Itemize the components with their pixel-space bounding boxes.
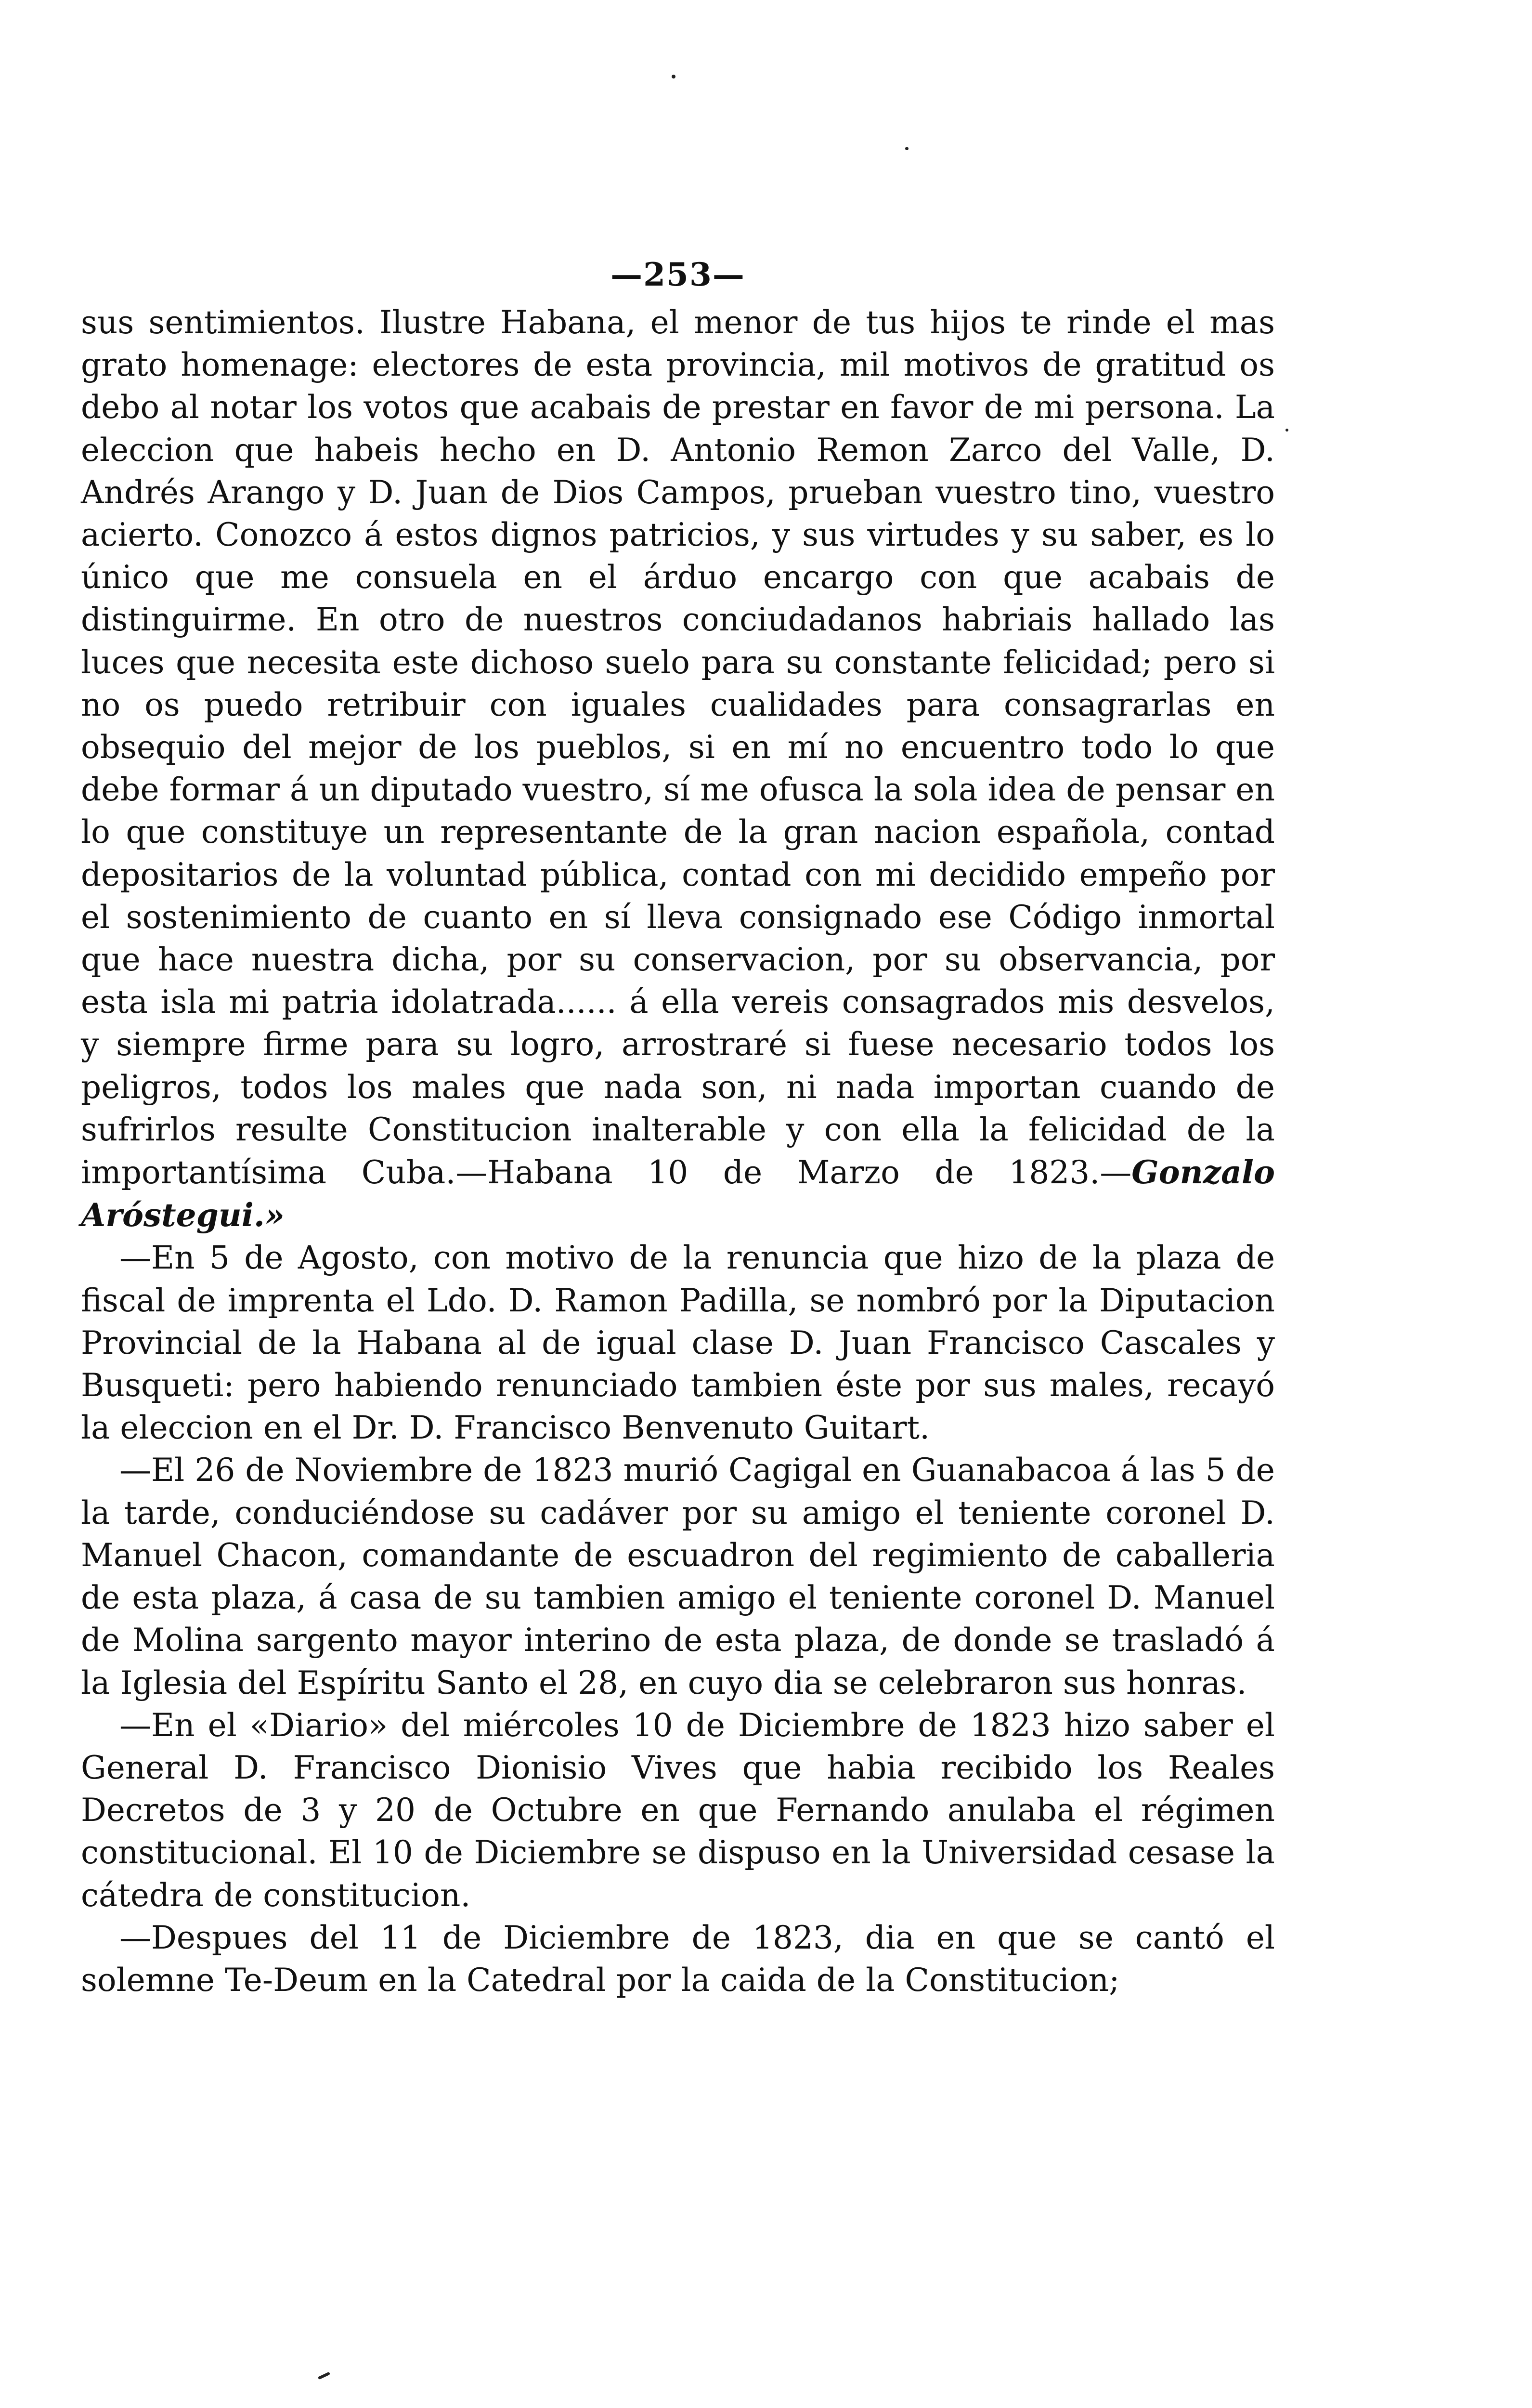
paragraph-cagigal-death: —El 26 de Noviembre de 1823 murió Cagigal en Guanabacoa á las 5 de la tarde, conduciéndose su cadáver por su amigo el teniente coronel D. Manuel Chacon, comandante de escuadron del regimiento de caballeria de esta plaza, á casa de su tambien amigo el teniente coronel D. Manuel de Molina sargento mayor interino de esta plaza, de donde se trasladó á la Iglesia del Espíritu Santo el 28, en cuyo dia se celebraron sus honras. [81,1452,1275,1701]
page-number: —253— [610,256,745,293]
body-text [81,301,1275,2002]
paragraph-te-deum: —Despues del 11 de Diciembre de 1823, dia en que se cantó el solemne Te-Deum en la Catedral por la caida de la Constitucion; [81,1919,1275,1999]
scan-speck [318,2372,330,2380]
scan-speck [905,147,909,150]
paragraph-text: sus sentimientos. Ilustre Habana, el menor de tus hijos te rinde el mas grato homenage: electores de esta provincia, mil motivos de gratitud os debo al notar los votos que acabais de prestar en favor de mi persona. La eleccion que habeis hecho en D. Antonio Remon Zarco del Valle, D. Andrés Arango y D. Juan de Dios Campos, prueban vuestro tino, vuestro acierto. Conozco á estos dignos patricios, y sus virtudes y su saber, es lo único que me consuela en el árduo encargo con que acabais de distinguirme. En otro de nuestros conciudadanos habriais hallado las luces que necesita este dichoso suelo para su constante felicidad; pero si no os puedo retribuir con iguales cualidades para consagrarlas en obsequio del mejor de los pueblos, si en mí no encuentro todo lo que debe formar á un diputado vuestro, sí me ofusca la sola idea de pensar en lo que constituye un representante de la gran nacion española, contad depositarios de la voluntad pública, contad con mi decidido empeño por el sostenimiento de cuanto en sí lleva consignado ese Código inmortal que hace nuestra dicha, por su conservacion, por su observancia, por esta isla mi patria idolatrada...... á ella vereis consagrados mis desvelos, y siempre firme para su logro, arrostraré si fuese necesario todos los peligros, todos los males que nada son, ni nada importan cuando de sufrirlos resulte Constitucion inalterable y con ella la felicidad de la importantísima Cuba.—Habana 10 de Marzo de 1823.— [81,304,1275,1191]
signature: Gonzalo Aróstegui.» [81,1153,1275,1234]
scan-speck [1285,429,1288,432]
scan-speck [672,75,675,79]
paragraph-royal-decrees: —En el «Diario» del miércoles 10 de Diciembre de 1823 hizo saber el General D. Francisco Dionisio Vives que habia recibido los Reales Decretos de 3 y 20 de Octubre en que Fernando anulaba el régimen constitucional. El 10 de Diciembre se dispuso en la Universidad cesase la cátedra de constitucion. [81,1706,1275,1914]
paragraph-letter-closing [81,301,1275,1237]
paragraph-fiscal-appointment: —En 5 de Agosto, con motivo de la renuncia que hizo de la plaza de fiscal de imprenta el Ldo. D. Ramon Padilla, se nombró por la Diputacion Provincial de la Habana al de igual clase D. Juan Francisco Cascales y Busqueti: pero habiendo renunciado tambien éste por sus males, recayó la eleccion en el Dr. D. Francisco Benvenuto Guitart. [81,1239,1275,1447]
book-page [81,255,1275,2002]
